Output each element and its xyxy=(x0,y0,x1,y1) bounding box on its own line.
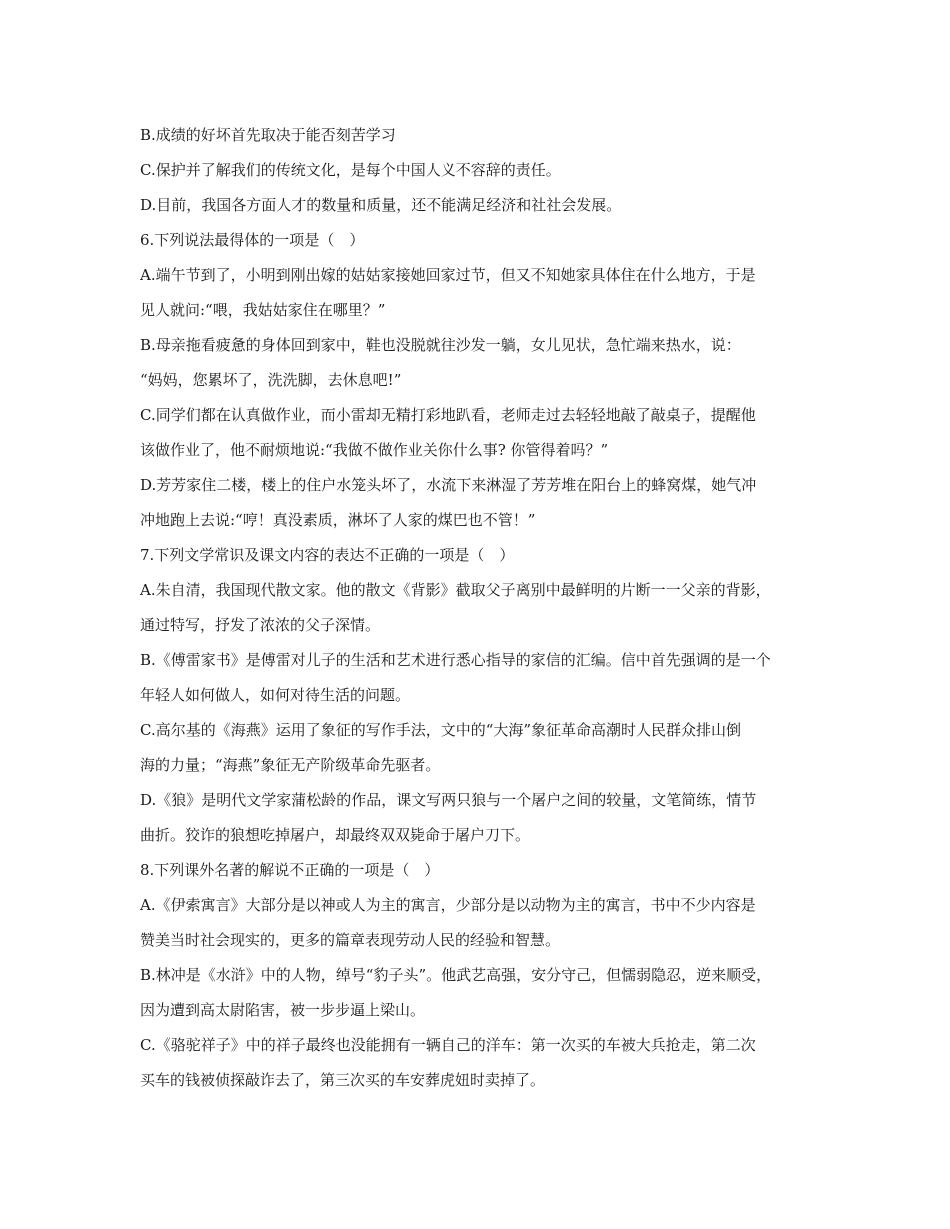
q8-option-a-line-2: 赞美当时社会现实的，更多的篇章表现劳动人民的经验和智慧。 xyxy=(140,931,561,949)
question-7-stem: 7.下列文学常识及课文内容的表达不正确的一项是（ ） xyxy=(140,546,515,564)
option-b-line: B.成绩的好坏首先取决于能否刻苦学习 xyxy=(140,126,396,144)
option-c-line: C.保护并了解我们的传统文化，是每个中国人义不容辞的责任。 xyxy=(140,161,561,179)
question-8-stem: 8.下列课外名著的解说不正确的一项是（ ） xyxy=(140,861,440,879)
q7-option-c-line-2: 海的力量；“海燕”象征无产阶级革命先驱者。 xyxy=(140,756,441,774)
q7-option-b-line-1: B.《傅雷家书》是傅雷对儿子的生活和艺术进行悉心指导的家信的汇编。信中首先强调的是一个 xyxy=(140,651,771,669)
option-d-line: D.目前，我国各方面人才的数量和质量，还不能满足经济和社社会发展。 xyxy=(140,196,622,214)
page-content xyxy=(140,118,830,1098)
q7-option-d-line-2: 曲折。狡诈的狼想吃掉屠户，却最终双双毙命于屠户刀下。 xyxy=(140,826,531,844)
q6-option-a-line-1: A.端午节到了，小明到刚出嫁的姑姑家接她回家过节，但又不知她家具体住在什么地方，于是 xyxy=(140,266,756,284)
q7-option-d-line-1: D.《狼》是明代文学家蒲松龄的作品，课文写两只狼与一个屠户之间的较量，文笔简练，情节 xyxy=(140,791,757,809)
q6-option-d-line-1: D.芳芳家住二楼，楼上的住户水笼头坏了，水流下来淋湿了芳芳堆在阳台上的蜂窝煤，她气冲 xyxy=(140,476,757,494)
q6-option-c-line-1: C.同学们都在认真做作业，而小雷却无精打彩地趴看，老师走过去轻轻地敲了敲桌子，提醒他 xyxy=(140,406,756,424)
q7-option-b-line-2: 年轻人如何做人，如何对待生活的问题。 xyxy=(140,686,411,704)
q7-option-a-line-1: A.朱自清，我国现代散文家。他的散文《背影》截取父子离别中最鲜明的片断一一父亲的背影， xyxy=(140,581,771,599)
q8-option-a-line-1: A.《伊索寓言》大部分是以神或人为主的寓言，少部分是以动物为主的寓言，书中不少内容是 xyxy=(140,896,756,914)
question-6-stem: 6.下列说法最得体的一项是（ ） xyxy=(140,231,365,249)
q8-option-c-line-2: 买车的钱被侦探敲诈去了，第三次买的车安葬虎妞时卖掉了。 xyxy=(140,1071,546,1089)
q8-option-b-line-2: 因为遭到高太尉陷害，被一步步逼上梁山。 xyxy=(140,1001,426,1019)
q8-option-c-line-1: C.《骆驼祥子》中的祥子最终也没能拥有一辆自己的洋车：第一次买的车被大兵抢走，第二次 xyxy=(140,1036,756,1054)
q6-option-b-line-2: “妈妈，您累坏了，洗洗脚，去休息吧!” xyxy=(140,371,402,389)
q8-option-b-line-1: B.林冲是《水浒》中的人物，绰号“豹子头”。他武艺高强，安分守己，但懦弱隐忍，逆来顺受， xyxy=(140,966,772,984)
q6-option-d-line-2: 冲地跑上去说:“哼！真没素质，淋坏了人家的煤巴也不管！” xyxy=(140,511,536,529)
q7-option-c-line-1: C.高尔基的《海燕》运用了象征的写作手法，文中的“大海”象征革命高潮时人民群众排山倒 xyxy=(140,721,742,739)
q6-option-a-line-2: 见人就问:“喂，我姑姑家住在哪里？” xyxy=(140,301,386,319)
q7-option-a-line-2: 通过特写，抒发了浓浓的父子深情。 xyxy=(140,616,381,634)
q6-option-c-line-2: 该做作业了，他不耐烦地说:“我做不做作业关你什么事? 你管得着吗？” xyxy=(140,441,609,459)
q6-option-b-line-1: B.母亲拖看疲惫的身体回到家中，鞋也没脱就往沙发一躺，女儿见状，急忙端来热水，说： xyxy=(140,336,741,354)
